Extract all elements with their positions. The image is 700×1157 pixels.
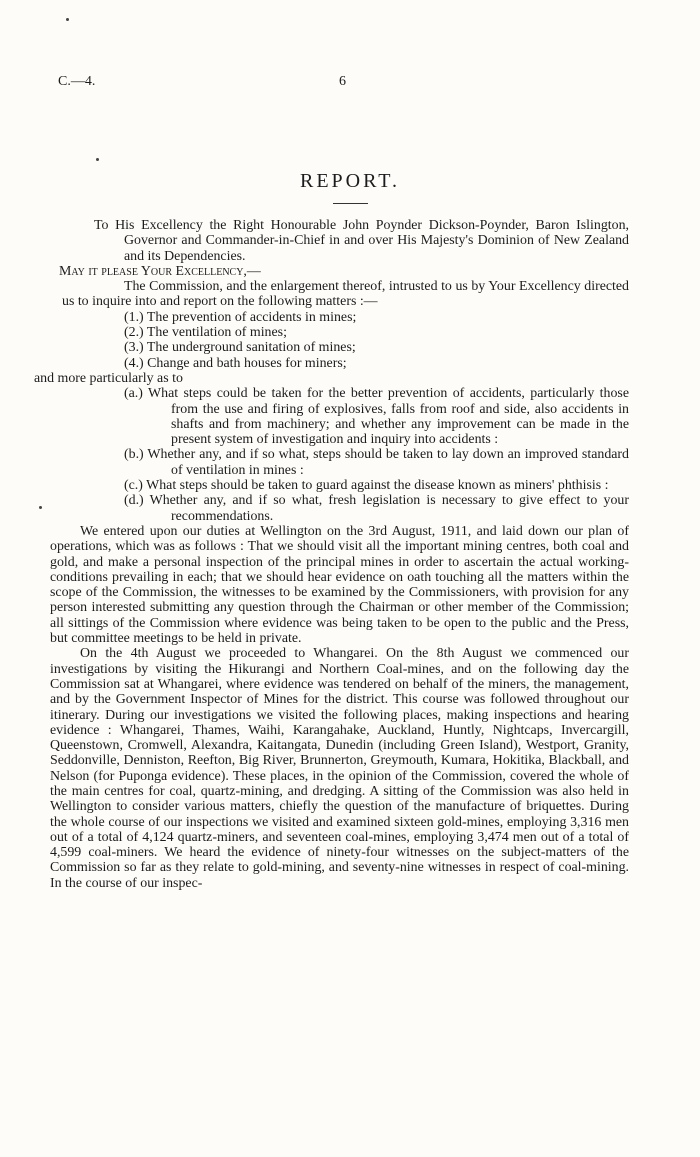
address-paragraph: To His Excellency the Right Honourable John Poynder Dickson-Poynder, Baron Islington, Governor and Commander-in-Chief in and over His Majesty's Dominion of New Zealand and its Dependencies. bbox=[94, 218, 629, 264]
body-paragraph-duties: We entered upon our duties at Wellington on the 3rd August, 1911, and laid down our plan of operations, which was as follows : That we should visit all the important mining centres, both coal and gold, and make a personal inspection of the principal mines in order to ascertain the actual working-conditions prevailing in each; that we should hear evidence on oath touching all the matters within the scope of the Commission, the witnesses to be examined by the Commissioners, with provision for any person interested submitting any question through the Chairman or other member of the Commission; all sittings of the Commission where evidence was being taken to be open to the public and the Press, but committee meetings to be held in private. bbox=[50, 523, 629, 647]
report-title: REPORT. bbox=[300, 170, 400, 192]
matter-item: (3.) The underground sanitation of mines; bbox=[124, 340, 356, 356]
report-body bbox=[34, 218, 629, 891]
title-rule bbox=[333, 203, 368, 204]
matter-item: (1.) The prevention of accidents in mines; bbox=[124, 309, 357, 325]
speck-mark bbox=[39, 506, 42, 509]
more-particularly-line: and more particularly as to bbox=[34, 370, 183, 386]
intro-paragraph: The Commission, and the enlargement thereof, intrusted to us by Your Excellency directed us to inquire into and report on the following matters :— bbox=[62, 279, 629, 310]
particular-item-c: (c.) What steps should be taken to guard against the disease known as miners' phthisis : bbox=[124, 478, 609, 494]
header-reference: C.—4. bbox=[58, 74, 96, 89]
salutation: May it please Your Excellency,— bbox=[59, 263, 261, 279]
body-paragraph-itinerary: On the 4th August we proceeded to Whangarei. On the 8th August we commenced our investigations by visiting the Hikurangi and Northern Coal-mines, and on the following day the Commission sat at Whangarei, where evidence was tendered on behalf of the miners, the management, and by the Government Inspector of Mines for the district. This course was followed throughout our itinerary. During our investigations we visited the following places, making inspections and hearing evidence : Whangarei, Thames, Waihi, Karangahake, Auckland, Huntly, Nightcaps, Invercargill, Queenstown, Cromwell, Alexandra, Kaitangata, Dunedin (including Green Island), Westport, Granity, Seddonville, Denniston, Reefton, Big River, Brunnerton, Greymouth, Kumara, Hokitika, Blackball, and Nelson (for Puponga evidence). These places, in the opinion of the Commission, covered the whole of the main centres for coal, quartz-mining, and dredging. A sitting of the Commission was also held in Wellington to consider various matters, chiefly the question of the manufacture of briquettes. During the whole course of our inspections we visited and examined sixteen gold-mines, employing 3,316 men out of a total of 4,124 quartz-miners, and seventeen coal-mines, employing 3,474 men out of a total of 4,599 coal-miners. We heard the evidence of ninety-four witnesses on the subject-matters of the Commission so far as they relate to gold-mining, and seventy-nine witnesses in respect of coal-mining. In the course of our inspec- bbox=[50, 646, 629, 891]
page-number: 6 bbox=[339, 74, 346, 89]
particular-item-b: (b.) Whether any, and if so what, steps should be taken to lay down an improved standard of ventilation in mines : bbox=[124, 447, 629, 478]
particular-item-d: (d.) Whether any, and if so what, fresh legislation is necessary to give effect to your recommendations. bbox=[124, 493, 629, 524]
matter-item: (4.) Change and bath houses for miners; bbox=[124, 355, 347, 371]
particular-item-a: (a.) What steps could be taken for the better prevention of accidents, particularly those from the use and firing of explosives, falls from roof and side, also accidents in shafts and from machinery; and whether any improvement can be made in the present system of investigation and inquiry into accidents : bbox=[124, 386, 629, 448]
speck-mark bbox=[66, 18, 69, 21]
speck-mark bbox=[96, 158, 99, 161]
matter-item: (2.) The ventilation of mines; bbox=[124, 325, 287, 341]
